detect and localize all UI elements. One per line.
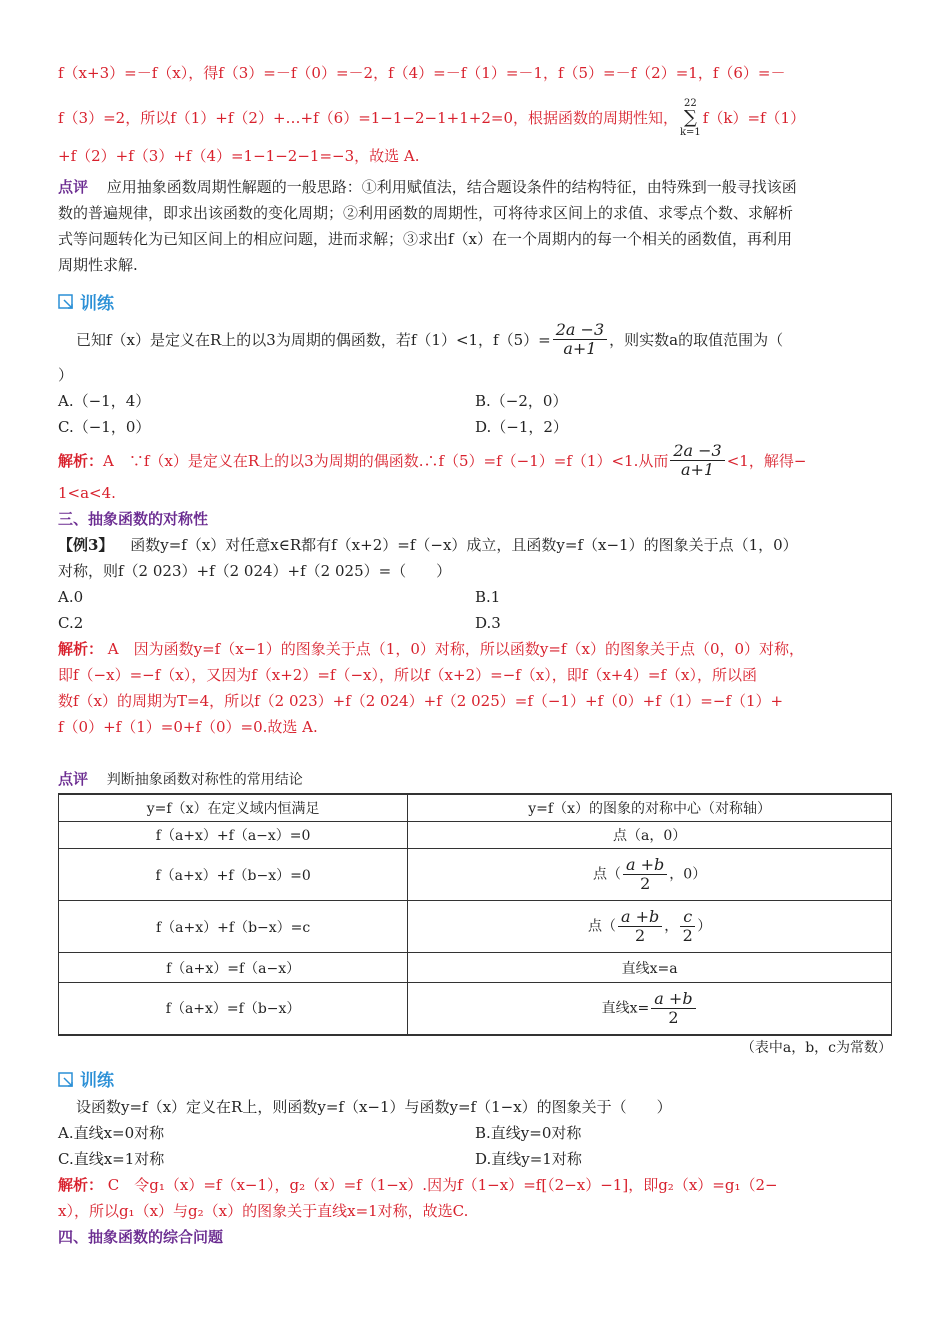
option-b[interactable]: B.（−2，0） (475, 392, 568, 410)
comment-label: 点评 (58, 178, 89, 196)
training-2-answer-text-1: C 令g₁（x）=f（x−1），g₂（x）=f（1−x）.因为f（1−x）=f[（2−x）−1]，即g₂（x）=g₁（2− (107, 1175, 778, 1194)
comment-text-3: 式等问题转化为已知区间上的相应问题，进而求解；③求出f（x）在一个周期内的每一个相关的函数值，再利用 (58, 230, 793, 248)
answer-fraction-denominator: a+1 (680, 459, 715, 479)
training-icon (58, 1070, 76, 1088)
training-2-option-d[interactable]: D.直线y=1对称 (475, 1149, 582, 1168)
cell-prefix: 点（ (587, 918, 616, 935)
table-cell (408, 849, 892, 901)
table-cell: 直线x=a (408, 953, 892, 983)
training-2-option-c[interactable]: C.直线x=1对称 (58, 1149, 165, 1168)
training-2-option-b[interactable]: B.直线y=0对称 (475, 1123, 582, 1142)
table-row (59, 849, 892, 901)
training-2-options-row-2 (58, 1146, 892, 1172)
solution-line-2 (58, 98, 892, 138)
question-part-c: ） (58, 366, 74, 384)
solution-line-2a: f（3）=2，所以f（1）+f（2）+…+f（6）=1−1−2−1+1+2=0，根据函数的周期性知， (58, 109, 678, 127)
sum-upper: 22 (684, 98, 697, 109)
training-2-answer-1 (58, 1172, 892, 1198)
table-header-condition: y=f（x）在定义域内恒满足 (59, 794, 408, 822)
training-2-answer-label: 解析： (58, 1175, 104, 1194)
answer-label: 解析： (58, 451, 104, 470)
example-option-d[interactable]: D.3 (475, 614, 501, 632)
table-cell: f（a+x）+f（b−x）=c (59, 901, 408, 953)
cell-prefix: 直线x= (601, 1000, 650, 1017)
cell-fraction-denominator: 2 (635, 926, 646, 945)
example-answer-label: 解析： (58, 640, 104, 658)
section-3-title: 三、抽象函数的对称性 (58, 510, 209, 528)
example-answer-text-3: 数f（x）的周期为T=4，所以f（2 023）+f（2 024）+f（2 025）=f（−1）+f（0）+f（1）=−f（1）+ (58, 692, 784, 710)
summation-symbol (680, 98, 701, 138)
training-heading-1 (58, 286, 892, 316)
option-a[interactable]: A.（−1，4） (58, 392, 151, 410)
fraction (553, 321, 607, 358)
options-row-1 (58, 388, 892, 414)
training-question-1 (58, 316, 892, 362)
comment-text-1: 应用抽象函数周期性解题的一般思路：①利用赋值法，结合题设条件的结构特征，由特殊到一般寻找该函 (106, 178, 797, 196)
answer-part-b: <1，解得− (726, 451, 807, 470)
option-d[interactable]: D.（−1，2） (475, 418, 568, 436)
cell-fraction (651, 990, 695, 1027)
sigma-icon: ∑ (683, 107, 697, 128)
example-question-2: 对称，则f（2 023）+f（2 024）+f（2 025）=（ ） (58, 562, 452, 580)
table-row (59, 901, 892, 953)
solution-line-3: +f（2）+f（3）+f（4）=1−1−2−1=−3，故选 A. (58, 147, 420, 165)
answer-part-a: A ∵f（x）是定义在R上的以3为周期的偶函数.∴f（5）=f（−1）=f（1）<1.从而 (103, 451, 669, 470)
answer-part-c: 1<a<4. (58, 484, 116, 502)
training-2-options-row-1 (58, 1120, 892, 1146)
table-header-symmetry: y=f（x）的图象的对称中心（对称轴） (408, 794, 892, 822)
training-label: 训练 (80, 293, 114, 314)
example-options-row-2 (58, 610, 892, 636)
example-option-b[interactable]: B.1 (475, 588, 501, 606)
table-cell: f（a+x）=f（b−x） (59, 983, 408, 1035)
training-heading-2 (58, 1064, 892, 1094)
question-part-a: 已知f（x）是定义在R上的以3为周期的偶函数，若f（1）<1，f（5）= (76, 330, 551, 349)
fraction-numerator: 2a −3 (553, 321, 607, 340)
training-2-answer-text-2: x），所以g₁（x）与g₂（x）的图象关于直线x=1对称，故选C. (58, 1201, 469, 1220)
comment-text-4: 周期性求解. (58, 256, 138, 274)
solution-line-1: f（x+3）=－f（x），得f（3）=－f（0）=－2，f（4）=－f（1）=－1，f（5）=－f（2）=1，f（6）=－ (58, 64, 786, 82)
table-row (59, 983, 892, 1035)
cell-fraction-numerator: a +b (618, 908, 662, 927)
cell-prefix: 点（ (593, 866, 622, 883)
cell-fraction-denominator: 2 (682, 926, 693, 945)
cell-fraction (623, 856, 667, 893)
options-row-2 (58, 414, 892, 440)
table-cell: 点（a，0） (408, 822, 892, 849)
option-c[interactable]: C.（−1，0） (58, 418, 151, 436)
cell-fraction-denominator: 2 (668, 1007, 679, 1027)
example-option-a[interactable]: A.0 (58, 588, 84, 606)
cell-fraction (618, 908, 662, 945)
example-answer-1 (58, 636, 892, 662)
table-note: （表中a，b，c为常数） (740, 1039, 892, 1056)
section-4-title: 四、抽象函数的综合问题 (58, 1227, 224, 1246)
table-cell: f（a+x）+f（b−x）=0 (59, 849, 408, 901)
example-options-row-1 (58, 584, 892, 610)
page (58, 58, 892, 1250)
comment-2-text: 判断抽象函数对称性的常用结论 (106, 772, 303, 788)
table-row (59, 822, 892, 849)
comment-2 (58, 766, 892, 793)
example-option-c[interactable]: C.2 (58, 614, 84, 632)
answer-fraction (670, 442, 724, 479)
training-icon (58, 292, 76, 310)
cell-fraction-numerator: a +b (623, 856, 667, 875)
example-label: 【例3】 (58, 536, 114, 554)
comment-1 (58, 174, 892, 200)
table-cell (408, 901, 892, 953)
answer-fraction-numerator: 2a −3 (670, 442, 724, 461)
cell-separator: ， (664, 918, 679, 935)
example-question-1: 函数y=f（x）对任意x∈R都有f（x+2）=f（−x）成立，且函数y=f（x−1）的图象关于点（1，0） (130, 536, 798, 554)
table-cell (408, 983, 892, 1035)
symmetry-table (58, 793, 892, 1036)
comment-2-label: 点评 (58, 770, 89, 788)
cell-suffix: ） (697, 918, 712, 935)
table-cell: f（a+x）=f（a−x） (59, 953, 408, 983)
fraction-denominator: a+1 (563, 338, 597, 358)
table-row (59, 953, 892, 983)
training-label: 训练 (80, 1071, 114, 1091)
solution-line-2b: f（k）=f（1） (702, 109, 806, 127)
example-answer-text-1: A 因为函数y=f（x−1）的图象关于点（1，0）对称，所以函数y=f（x）的图象关于点（0，0）对称， (107, 640, 805, 658)
sum-lower: k=1 (679, 127, 701, 138)
cell-fraction (680, 908, 695, 945)
table-header-row (59, 794, 892, 822)
comment-text-2: 数的普遍规律，即求出该函数的变化周期；②利用函数的周期性，可将待求区间上的求值、求零点个数、求解析 (58, 204, 794, 222)
cell-fraction-denominator: 2 (640, 874, 651, 893)
example-3-question (58, 532, 892, 558)
cell-fraction-numerator: a +b (651, 990, 695, 1009)
example-answer-text-4: f（0）+f（1）=0+f（0）=0.故选 A. (58, 718, 318, 736)
question-part-b: ，则实数a的取值范围为（ (609, 330, 784, 349)
table-cell: f（a+x）+f（a−x）=0 (59, 822, 408, 849)
training-2-option-a[interactable]: A.直线x=0对称 (58, 1123, 165, 1142)
cell-fraction-numerator: c (680, 908, 695, 927)
example-answer-text-2: 即f（−x）=−f（x），又因为f（x+2）=f（−x），所以f（x+2）=−f（x），即f（x+4）=f（x），所以函 (58, 666, 757, 684)
cell-suffix: ，0） (669, 866, 707, 883)
training-question-2: 设函数y=f（x）定义在R上，则函数y=f（x−1）与函数y=f（1−x）的图象关于（ ） (76, 1097, 672, 1116)
training-answer-1 (58, 440, 892, 480)
